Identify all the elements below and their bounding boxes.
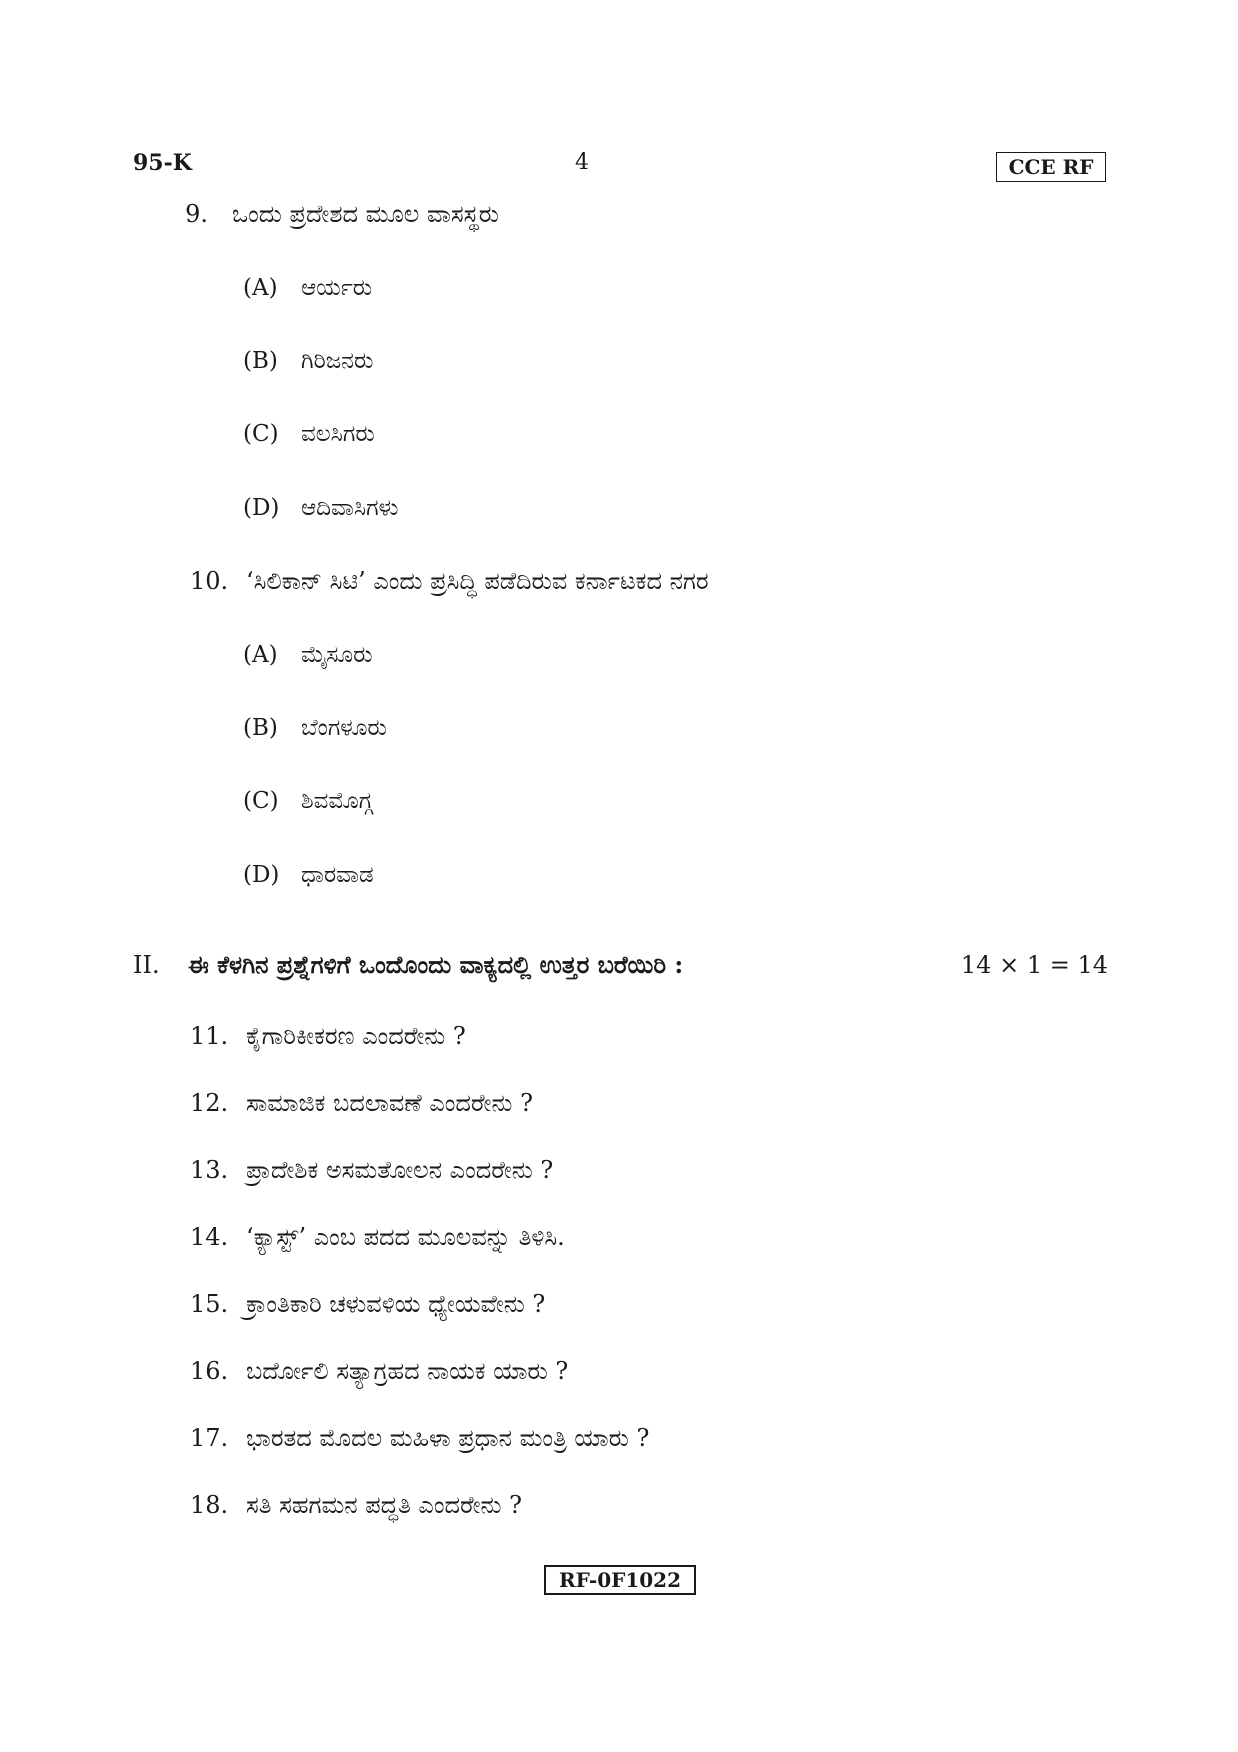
section-instruction: ಈ ಕೆಳಗಿನ ಪ್ರಶ್ನೆಗಳಿಗೆ ಒಂದೊಂದು ವಾಕ್ಯದಲ್ಲಿ ಉತ್ತರ ಬರೆಯಿರಿ : [188, 950, 684, 979]
option-letter: (D) [243, 862, 280, 888]
option-letter: (A) [243, 642, 278, 668]
option-letter: (A) [243, 275, 278, 301]
option-letter: (D) [243, 495, 280, 521]
option-text: ಆರ್ಯರು [301, 275, 373, 301]
question-number: 18. [190, 1491, 229, 1519]
q10-option-c [243, 786, 372, 816]
option-text: ಮೈಸೂರು [301, 642, 373, 668]
section-marks: 14 × 1 = 14 [960, 951, 1108, 979]
q10-option-d [243, 860, 374, 890]
q9-option-c [243, 419, 375, 449]
question-13 [190, 1155, 553, 1185]
question-number: 16. [190, 1357, 229, 1385]
question-text: ಕೈಗಾರಿಕೀಕರಣ ಎಂದರೇನು ? [246, 1022, 466, 1050]
option-text: ಗಿರಿಜನರು [301, 348, 374, 374]
option-text: ಶಿವಮೊಗ್ಗ [301, 788, 373, 814]
paper-code: 95-K [133, 150, 192, 176]
option-text: ಆದಿವಾಸಿಗಳು [301, 495, 399, 521]
question-text: ಕ್ರಾಂತಿಕಾರಿ ಚಳುವಳಿಯ ಧ್ಯೇಯವೇನು ? [246, 1290, 546, 1318]
option-text: ವಲಸಿಗರು [301, 421, 375, 447]
question-number: 12. [190, 1089, 229, 1117]
option-text: ಧಾರವಾಡ [301, 862, 374, 888]
question-text: ಸತಿ ಸಹಗಮನ ಪದ್ಧತಿ ಎಂದರೇನು ? [246, 1491, 523, 1519]
question-number: 13. [190, 1156, 229, 1184]
page-number: 4 [575, 150, 589, 175]
question-text: ಬರ್ದೋಲಿ ಸತ್ಯಾಗ್ರಹದ ನಾಯಕ ಯಾರು ? [246, 1357, 569, 1385]
option-letter: (B) [243, 348, 278, 374]
question-number: 17. [190, 1424, 229, 1452]
q10-option-a [243, 640, 373, 670]
q9-option-d [243, 493, 398, 523]
footer-code-box: RF-0F1022 [544, 1565, 696, 1595]
question-number: 14. [190, 1223, 229, 1251]
question-17 [190, 1423, 649, 1453]
question-number: 15. [190, 1290, 229, 1318]
option-letter: (B) [243, 715, 278, 741]
question-text: ‘ಸಿಲಿಕಾನ್ ಸಿಟಿ’ ಎಂದು ಪ್ರಸಿದ್ಧಿ ಪಡೆದಿರುವ ಕರ್ನಾಟಕದ ನಗರ [246, 567, 709, 595]
page-header [0, 0, 1238, 200]
question-15 [190, 1289, 545, 1319]
question-text: ಒಂದು ಪ್ರದೇಶದ ಮೂಲ ವಾಸಸ್ಥರು [232, 200, 500, 228]
question-10 [190, 566, 709, 596]
question-text: ‘ಕ್ಯಾಸ್ಟ್’ ಎಂಬ ಪದದ ಮೂಲವನ್ನು ತಿಳಿಸಿ. [246, 1223, 565, 1251]
question-number: 11. [190, 1022, 229, 1050]
question-14 [190, 1222, 565, 1252]
question-text: ಪ್ರಾದೇಶಿಕ ಅಸಮತೋಲನ ಎಂದರೇನು ? [246, 1156, 554, 1184]
question-12 [190, 1088, 533, 1118]
question-number: 9. [185, 200, 208, 228]
q9-option-b [243, 346, 373, 376]
q9-option-a [243, 273, 372, 303]
question-text: ಸಾಮಾಜಿಕ ಬದಲಾವಣೆ ಎಂದರೇನು ? [246, 1089, 533, 1117]
q10-option-b [243, 713, 387, 743]
question-number: 10. [190, 567, 229, 595]
series-code-box: CCE RF [996, 152, 1106, 182]
option-letter: (C) [243, 788, 279, 814]
question-18 [190, 1490, 522, 1520]
section-number: II. [133, 951, 160, 979]
question-16 [190, 1356, 568, 1386]
question-11 [190, 1021, 466, 1051]
question-9 [178, 199, 499, 229]
option-letter: (C) [243, 421, 279, 447]
option-text: ಬೆಂಗಳೂರು [301, 715, 387, 741]
section-heading [133, 948, 1108, 982]
question-text: ಭಾರತದ ಮೊದಲ ಮಹಿಳಾ ಪ್ರಧಾನ ಮಂತ್ರಿ ಯಾರು ? [246, 1424, 650, 1452]
